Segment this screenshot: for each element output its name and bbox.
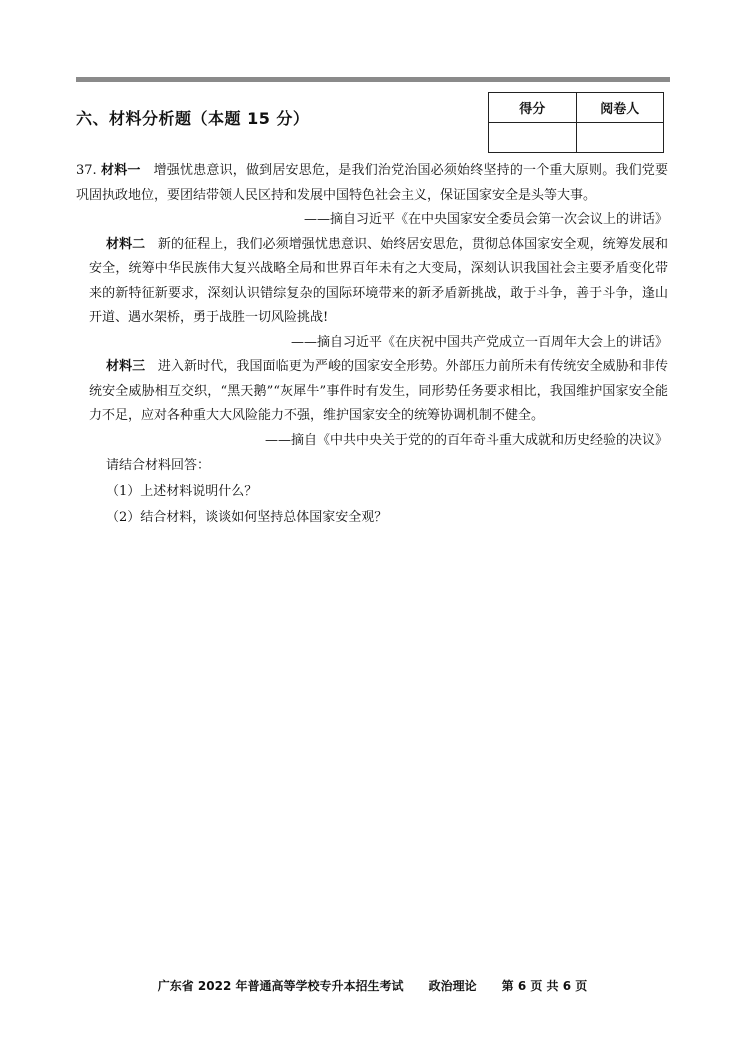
grader-cell [576,123,664,153]
material-1-text: 增强忧患意识，做到居安思危，是我们治党治国必须始终坚持的一个重大原则。我们党要巩固执政地位，要团结带领人民区持和发展中国特色社会主义，保证国家安全是头等大事。 [76,163,668,203]
material-3-source: ——摘自《中共中央关于党的的百年奇斗重大成就和历史经验的决议》 [264,432,668,448]
top-rule [76,77,670,82]
material-3-label: 材料三 [106,359,146,374]
sub-question-1: （1）上述材料说明什么？ [106,484,258,499]
material-2-text: 新的征程上，我们必须增强忧患意识、始终居安思危，贯彻总体国家安全观，统筹发展和安全，统筹中华民族伟大复兴战略全局和世界百年未有之大变局，深刻认识我国社会主要矛盾变化带来的新特征新要求，深刻认识错综复杂的国际环境带来的新矛盾新挑战，敢于斗争，善于斗争，逢山开道、遇水架桥，勇于战胜一切风险挑战! [89,236,668,325]
score-table [488,92,664,153]
sub-question-2: （2）结合材料，谈谈如何坚持总体国家安全观？ [106,510,388,525]
question-number: 37. [76,163,97,178]
score-cell [489,123,577,153]
grader-header: 阅卷人 [576,93,664,123]
material-2 [89,233,668,331]
score-header: 得分 [489,93,577,123]
question-prompt: 请结合材料回答： [106,458,211,473]
material-2-label: 材料二 [106,236,146,252]
material-1 [76,159,668,208]
material-3 [89,355,668,429]
material-1-label: 材料一 [101,163,141,178]
question-body [76,159,668,531]
material-1-source: ——摘自习近平《在中央国家安全委员会第一次会议上的讲话》 [303,212,668,227]
material-2-source: ——摘自习近平《在庆祝中国共产党成立一百周年大会上的讲话》 [290,334,668,350]
section-title: 六、材料分析题（本题 15 分） [76,109,310,128]
material-3-text: 进入新时代，我国面临更为严峻的国家安全形势。外部压力前所未有传统安全威胁和非传统安全威胁相互交织，“黑天鹅”“灰犀牛”事件时有发生，同形势任务要求相比，我国维护国家安全能力不足，应对各种重大大风险能力不强，维护国家安全的统筹协调机制不健全。 [89,359,668,423]
page-footer: 广东省 2022 年普通高等学校专升本招生考试 政治理论 第 6 页 共 6 页 [157,979,588,993]
